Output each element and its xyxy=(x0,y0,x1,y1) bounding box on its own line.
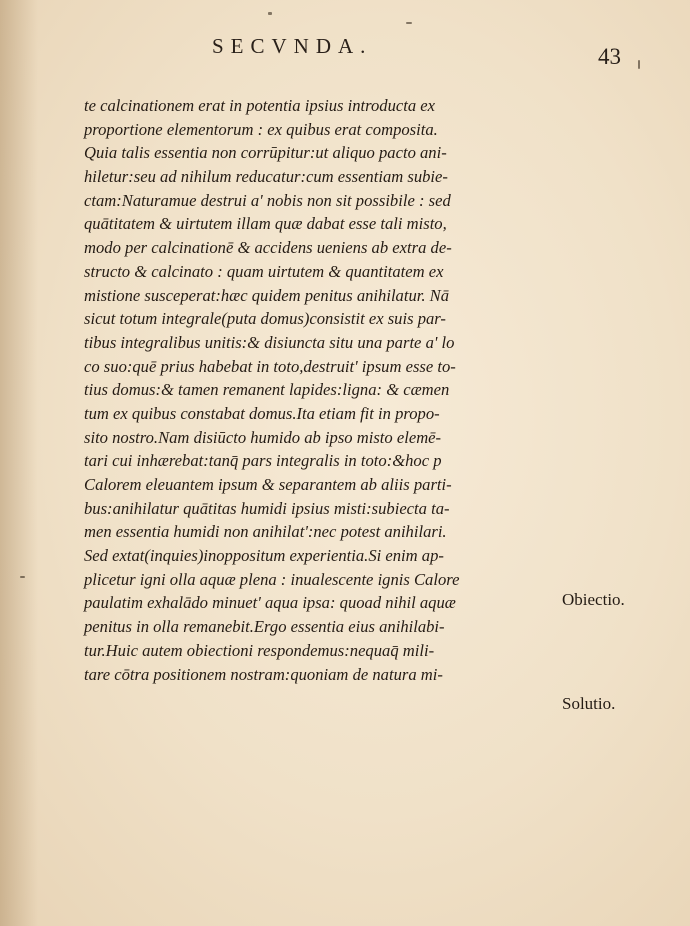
ink-speck xyxy=(406,22,412,24)
text-line: quātitatem & uirtutem illam quæ dabat esse tali misto, xyxy=(84,214,447,234)
ink-speck xyxy=(20,576,25,578)
text-line: tum ex quibus constabat domus.Ita etiam fit in propo- xyxy=(84,403,440,423)
text-line: paulatim exhalādo minuet' aqua ipsa: quoad nihil aquæ xyxy=(84,593,456,613)
text-line: tibus integralibus unitis:& disiuncta situ una parte a' lo xyxy=(84,332,455,352)
text-line: hiletur:seu ad nihilum reducatur:cum essentiam subie- xyxy=(84,167,448,187)
gutter-shadow xyxy=(0,0,38,926)
text-line: te calcinationem erat in potentia ipsius introducta ex xyxy=(84,96,436,115)
marginal-note-objectio: Obiectio. xyxy=(562,590,625,609)
text-line: plicetur igni olla aquæ plena : inualescente ignis Calore xyxy=(84,569,460,589)
text-line: ctam:Naturamue destrui a' nobis non sit possibile : sed xyxy=(84,190,451,210)
page-number: 43 xyxy=(598,44,621,69)
text-line: men essentia humidi non anihilat':nec potest anihilari. xyxy=(84,522,447,542)
text-line: bus:anihilatur quātitas humidi ipsius misti:subiecta ta- xyxy=(84,498,450,518)
text-line: Quia talis essentia non corrūpitur:ut aliquo pacto ani- xyxy=(84,143,447,163)
text-line: sito nostro.Nam disiūcto humido ab ipso misto elemē- xyxy=(84,427,442,447)
text-line: proportione elementorum : ex quibus erat composita. xyxy=(84,119,438,139)
ink-speck xyxy=(268,12,272,15)
text-line: tare cōtra positionem nostram:quoniam de natura mi- xyxy=(84,664,443,684)
text-line: modo per calcinationē & accidens ueniens ab extra de- xyxy=(84,238,452,258)
text-line: sicut totum integrale(puta domus)consistit ex suis par- xyxy=(84,309,446,329)
text-line: penitus in olla remanebit.Ergo essentia eius anihilabi- xyxy=(84,617,445,637)
text-line: structo & calcinato : quam uirtutem & quantitatem ex xyxy=(84,261,444,281)
text-line: Sed extat(inquies)inoppositum experientia.Si enim ap- xyxy=(84,546,444,566)
ink-speck xyxy=(638,60,640,69)
running-head: SECVNDA. xyxy=(212,34,373,58)
text-line: mistione susceperat:hæc quidem penitus anihilatur. Nā xyxy=(84,285,450,305)
text-line: tari cui inhærebat:tanq̄ pars integralis in toto:&hoc p xyxy=(84,451,442,471)
text-line: co suo:quē prius habebat in toto,destruit' ipsum esse to- xyxy=(84,356,456,376)
text-line: tur.Huic autem obiectioni respondemus:nequaq̄ mili- xyxy=(84,640,435,660)
body-text xyxy=(84,94,568,686)
text-line: tius domus:& tamen remanent lapides:ligna: & cæmen xyxy=(84,380,450,400)
text-line: Calorem eleuantem ipsum & separantem ab aliis parti- xyxy=(84,475,452,494)
marginal-note-solutio: Solutio. xyxy=(562,694,616,713)
